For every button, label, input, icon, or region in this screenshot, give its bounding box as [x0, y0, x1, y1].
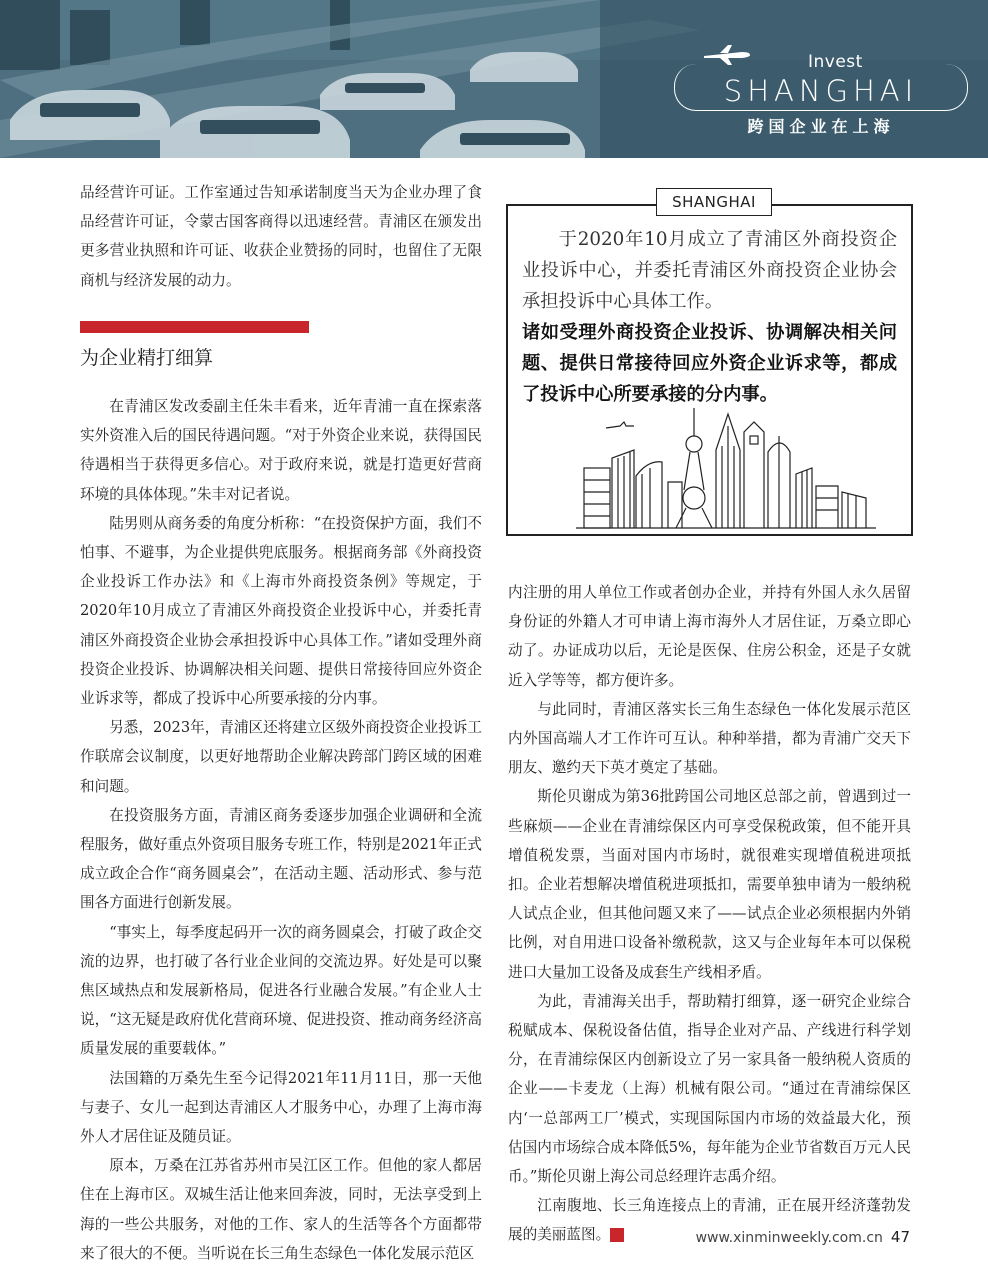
end-mark-icon: 民 — [610, 1228, 624, 1242]
invest-shanghai-logo — [682, 52, 960, 148]
paragraph: 与此同时，青浦区落实长三角生态绿色一体化发展示范区内外国高端人才工作许可互认。种种举措，都为青浦广交天下朋友、邀约天下英才奠定了基础。 — [508, 700, 911, 777]
paragraph: 另悉，2023年，青浦区还将建立区级外商投资企业投诉工作联席会议制度，以更好地帮助企业解决跨部门跨区域的困难和问题。 — [80, 719, 482, 795]
page-footer — [696, 1228, 910, 1246]
paragraph: 为此，青浦海关出手，帮助精打细算，逐一研究企业综合税赋成本、保税设备估值，指导企业对产品、产线进行科学划分，在青浦综保区内创新设立了另一家具备一般纳税人资质的企业——卡麦龙（上海）机械有限公司。“通过在青浦综保区内‘一总部两工厂’模式，实现国际国内市场的效益最大化，预估国内市场综合成本降低5%，每年能为企业节省数百万元人民币。”斯伦贝谢上海公司总经理许志禹介绍。 — [508, 992, 911, 1186]
paragraph-text: 江南腹地、长三角连接点上的青浦，正在展开经济蓬勃发展的美丽蓝图。 — [508, 1197, 911, 1244]
paragraph: 原本，万桑在江苏省苏州市吴江区工作。但他的家人都居住在上海市区。双城生活让他来回奔波，同时，无法享受到上海的一些公共服务，对他的工作、家人的生活等各个方面都带来了很大的不便。当听说在长三角生态绿色一体化发展示范区 — [80, 1157, 482, 1262]
logo-shanghai-text: SHANGHAI — [723, 74, 919, 108]
section-red-bar — [80, 321, 309, 333]
pullquote-tag: SHANGHAI — [656, 188, 772, 216]
paragraph: 法国籍的万桑先生至今记得2021年11月11日，那一天他与妻子、女儿一起到达青浦区人才服务中心，办理了上海市海外人才居住证及随员证。 — [80, 1069, 482, 1146]
paragraph: 陆男则从商务委的角度分析称：“在投资保护方面，我们不怕事、不避事，为企业提供兜底服务。根据商务部《外商投资企业投诉工作办法》和《上海市外商投资条例》等规定，于2020年10月成立了青浦区外商投资企业投诉中心，并委托青浦区外商投资企业协会承担投诉中心具体工作。”诸如受理外商投资企业投诉、协调解决相关问题、提供日常接待回应外资企业诉求等，都成了投诉中心所要承接的分内事。 — [80, 514, 482, 708]
airplane-icon — [702, 44, 752, 66]
paragraph: 品经营许可证。工作室通过告知承诺制度当天为企业办理了食品经营许可证，令蒙古国客商得以迅速经营。青浦区在颁发出更多营业执照和许可证、收获企业赞扬的同时，也留住了无限商机与经济发展的动力。 — [80, 184, 482, 289]
city-skyline-illustration — [576, 406, 876, 530]
right-column — [508, 578, 911, 1250]
header-banner — [0, 0, 988, 158]
page-number: 47 — [890, 1228, 910, 1246]
logo-invest-text: Invest — [808, 52, 863, 72]
left-column-top — [80, 178, 482, 295]
left-column-body — [80, 392, 482, 1268]
pullquote-box — [506, 193, 913, 536]
pullquote-text — [522, 224, 897, 410]
section-heading: 为企业精打细算 — [80, 347, 214, 369]
paragraph: 在青浦区发改委副主任朱丰看来，近年青浦一直在探索落实外资准入后的国民待遇问题。“对于外资企业来说，获得国民待遇相当于获得更多信心。对于政府来说，就是打造更好营商环境的具体体现。”朱丰对记者说。 — [80, 398, 482, 503]
footer-url: www.xinminweekly.com.cn — [695, 1230, 883, 1246]
paragraph: 在投资服务方面，青浦区商务委逐步加强企业调研和全流程服务，做好重点外资项目服务专班工作，特别是2021年正式成立政企合作“商务圆桌会”，在活动主题、活动形式、参与范围各方面进行创新发展。 — [80, 806, 482, 912]
pullquote-bold: 诸如受理外商投资企业投诉、协调解决相关问题、提供日常接待回应外资企业诉求等，都成了投诉中心所要承接的分内事。 — [522, 322, 897, 405]
paragraph: 内注册的用人单位工作或者创办企业，并持有外国人永久居留身份证的外籍人才可申请上海市海外人才居住证，万桑立即心动了。办证成功以后，无论是医保、住房公积金，还是子女就近入学等等，都方便许多。 — [508, 584, 911, 689]
paragraph: “事实上，每季度起码开一次的商务圆桌会，打破了政企交流的边界，也打破了各行业企业间的交流边界。好处是可以聚焦区域热点和发展新格局，促进各行业融合发展。”有企业人士说，“这无疑是政府优化营商环境、促进投资、推动商务经济高质量发展的重要载体。” — [80, 923, 482, 1058]
paragraph: 斯伦贝谢成为第36批跨国公司地区总部之前，曾遇到过一些麻烦——企业在青浦综保区内可享受保税政策，但不能开具增值税发票，当面对国内市场时，就很难实现增值税进项抵扣。企业若想解决增值税进项抵扣，需要单独申请为一般纳税人试点企业，但其他问题又来了——试点企业必须根据内外销比例，对自用进口设备补缴税款，这又与企业每年本可以保税进口大量加工设备及成套生产线相矛盾。 — [508, 788, 911, 981]
logo-subtitle: 跨国企业在上海 — [747, 117, 895, 136]
pullquote-normal: 于2020年10月成立了青浦区外商投资企业投诉中心，并委托青浦区外商投资企业协会承担投诉中心具体工作。 — [522, 229, 897, 312]
